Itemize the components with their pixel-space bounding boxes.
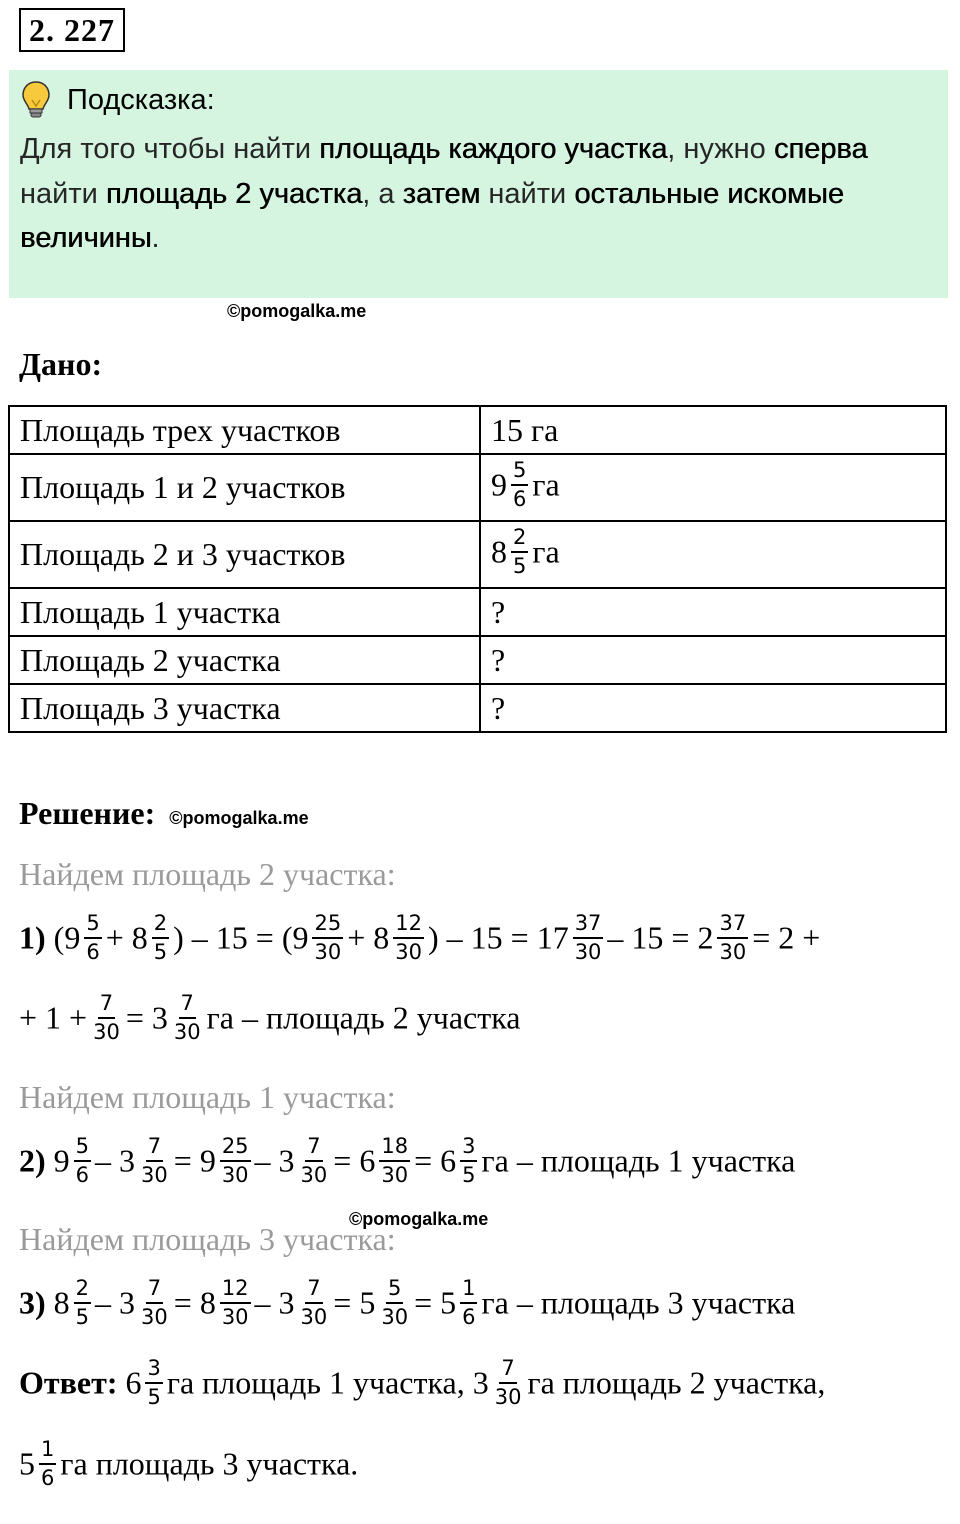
table-row	[9, 636, 946, 684]
step1-line2: + 1 + $\frac{7}{30}$ = 3 $\frac{7}{30}$ га – площадь 2 участка	[19, 991, 521, 1044]
row-label: Площадь 2 участка	[9, 636, 480, 684]
row-value: ?	[480, 636, 946, 684]
hint-title: Подсказка:	[67, 84, 215, 116]
hint-text: Для того чтобы найти площадь каждого участка, нужно сперва найти площадь 2 участка, а затем найти остальные искомые величины.	[20, 133, 868, 254]
row-label: Площадь 1 и 2 участков	[9, 454, 480, 521]
row-value: 15 га	[480, 406, 946, 454]
step3-line: 3) 8 $\frac{2}{5}$ – 3 $\frac{7}{30}$ = 8 $\frac{12}{30}$ – 3 $\frac{7}{30}$ = 5 $\frac{5}{30}$ = 5 $\frac{1}{6}$ га – площадь 3 участка	[19, 1276, 796, 1329]
fraction: $\frac{5}{6}$	[513, 457, 527, 511]
table-row	[9, 406, 946, 454]
step2-title: Найдем площадь 1 участка:	[19, 1079, 396, 1115]
fraction: $\frac{2}{5}$	[513, 524, 527, 578]
row-label: Площадь 2 и 3 участков	[9, 521, 480, 588]
step2-line: 2) 9 $\frac{5}{6}$ – 3 $\frac{7}{30}$ = 9 $\frac{25}{30}$ – 3 $\frac{7}{30}$ = 6 $\frac{18}{30}$ = 6 $\frac{3}{5}$ га – площадь 1 участка	[19, 1134, 796, 1187]
solution-heading: Решение:	[19, 795, 156, 831]
watermark: ©pomogalka.me	[227, 301, 367, 321]
given-table	[8, 405, 947, 733]
row-value: 9 $\frac{5}{6}$ га	[480, 454, 946, 521]
lightbulb-icon	[21, 80, 51, 120]
row-label: Площадь трех участков	[9, 406, 480, 454]
table-row	[9, 454, 946, 521]
table-row	[9, 684, 946, 732]
step1-line1: 1) (9 $\frac{5}{6}$ + 8 $\frac{2}{5}$ ) – 15 = (9 $\frac{25}{30}$ + 8 $\frac{12}{30}$ ) – 15 = 17 $\frac{37}{30}$ – 15 = 2 $\frac{37}{30}$ = 2 +	[19, 911, 821, 964]
watermark: ©pomogalka.me	[349, 1209, 489, 1229]
step1-title: Найдем площадь 2 участка:	[19, 856, 396, 892]
step3-title: Найдем площадь 3 участка:	[19, 1221, 396, 1257]
answer-line2: 5 $\frac{1}{6}$ га площадь 3 участка.	[19, 1437, 359, 1490]
answer-line1: Ответ: 6 $\frac{3}{5}$ га площадь 1 участка, 3 $\frac{7}{30}$ га площадь 2 участка,	[19, 1356, 826, 1409]
table-row	[9, 588, 946, 636]
hint-box	[9, 70, 948, 298]
row-value: ?	[480, 684, 946, 732]
row-value: ?	[480, 588, 946, 636]
watermark: ©pomogalka.me	[169, 808, 309, 828]
given-heading: Дано:	[19, 346, 103, 382]
row-label: Площадь 3 участка	[9, 684, 480, 732]
problem-number: 2. 227	[19, 8, 125, 52]
row-label: Площадь 1 участка	[9, 588, 480, 636]
row-value: 8 $\frac{2}{5}$ га	[480, 521, 946, 588]
table-row	[9, 521, 946, 588]
solution-heading-row	[19, 795, 309, 832]
